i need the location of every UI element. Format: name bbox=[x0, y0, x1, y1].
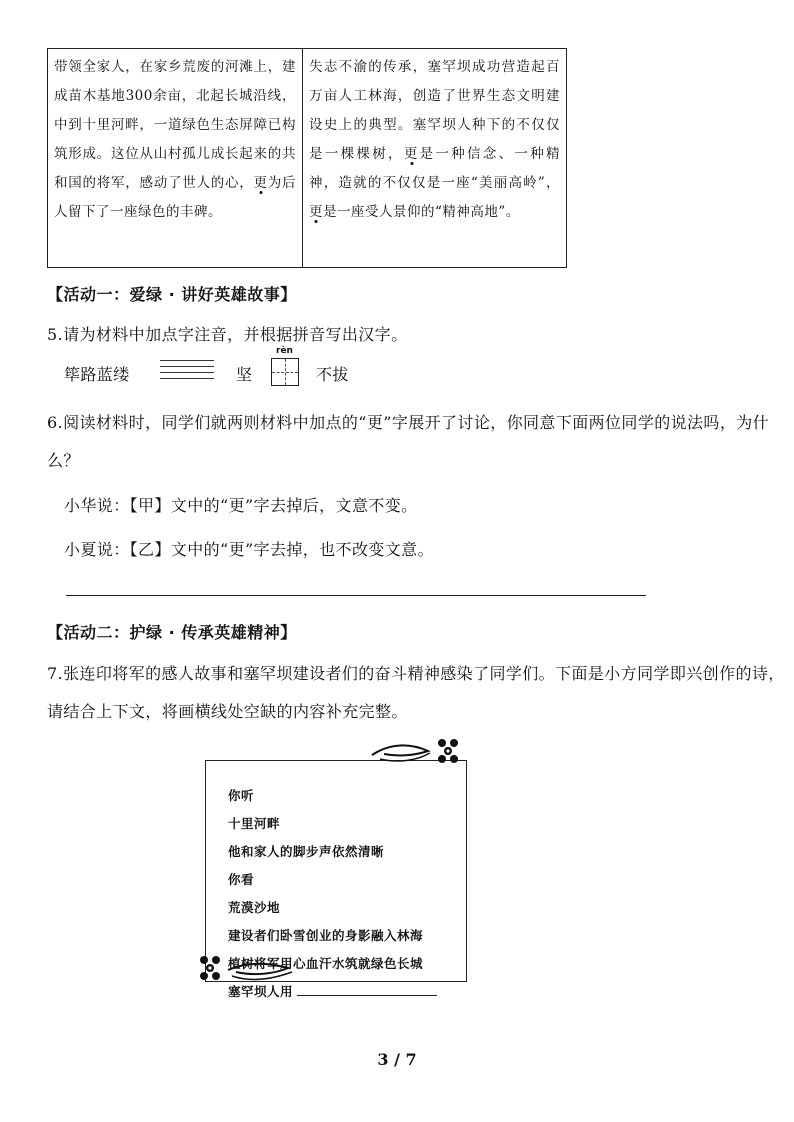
dotted-char-geng: 更 bbox=[309, 204, 324, 220]
question-6: 6.阅读材料时，同学们就两则材料中加点的“更”字展开了讨论，你同意下面两位同学的说法吗，为什么？ bbox=[47, 413, 770, 470]
q5-word2-prefix: 坚 bbox=[236, 365, 253, 384]
material-jia-text-2: 为后人留下了一座绿色的丰碑。 bbox=[54, 175, 297, 220]
material-yi-text-3: 是一座受人景仰的“精神高地”。 bbox=[323, 204, 520, 220]
poem-line-3: 他和家人的脚步声依然清晰 bbox=[228, 844, 385, 859]
question-5: 5.请为材料中加点字注音，并根据拼音写出汉字。 bbox=[47, 325, 408, 344]
q5-phrase-1: 筚路蓝缕 bbox=[64, 365, 130, 384]
material-yi-text-2: 是一种信念、一种精神，造就的不仅仅是一座“美丽高岭”， bbox=[309, 146, 561, 191]
material-yi bbox=[303, 49, 566, 267]
material-jia bbox=[48, 49, 303, 267]
tianzige-writing-box[interactable] bbox=[271, 358, 299, 386]
flourish-top-right-icon bbox=[370, 737, 470, 773]
material-table bbox=[47, 48, 567, 268]
xiaohua-statement: 小华说：【甲】文中的“更”字去掉后，文意不变。 bbox=[64, 496, 418, 515]
xiaoxia-statement: 小夏说：【乙】文中的“更”字去掉，也不改变文意。 bbox=[64, 540, 434, 559]
poem-line-2: 十里河畔 bbox=[228, 816, 281, 831]
page-number: 3 / 7 bbox=[377, 1050, 417, 1069]
poem-line-7: 植树将军用心血汗水筑就绿色长城 bbox=[228, 956, 424, 971]
activity-two-title: 【活动二：护绿 · 传承英雄精神】 bbox=[47, 623, 297, 642]
dotted-char-geng: 更 bbox=[403, 146, 420, 162]
poem-line-4: 你看 bbox=[228, 872, 255, 887]
q5-word2-suffix: 不拔 bbox=[316, 365, 349, 384]
material-jia-text-1: 带领全家人，在家乡荒废的河滩上，建成苗木基地300余亩，北起长城沿线，中到十里河畔，一道绿色生态屏障已构筑形成。这位从山村孤儿成长起来的共和国的将军，感动了世人的心， bbox=[54, 59, 297, 191]
poem-last-line bbox=[228, 982, 437, 1000]
poem-line-1: 你听 bbox=[228, 788, 255, 803]
poem-line-6: 建设者们卧雪创业的身影融入林海 bbox=[228, 928, 424, 943]
poem-last-line-text: 塞罕坝人用 bbox=[228, 984, 294, 999]
material-yi-text-1: 失志不渝的传承，塞罕坝成功营造起百万亩人工林海，创造了世界生态文明建设史上的典型。塞罕坝人种下的不仅仅是一棵棵树， bbox=[309, 59, 560, 162]
poem-answer-blank[interactable] bbox=[297, 983, 437, 996]
pinyin-label: rèn bbox=[276, 346, 293, 356]
poem-line-5: 荒漠沙地 bbox=[228, 900, 281, 915]
question-7: 7.张连印将军的感人故事和塞罕坝建设者们的奋斗精神感染了同学们。下面是小方同学即兴创作的诗，请结合上下文，将画横线处空缺的内容补充完整。 bbox=[47, 664, 785, 721]
answer-line[interactable] bbox=[66, 595, 646, 596]
dotted-char-geng: 更 bbox=[253, 175, 268, 191]
activity-one-title: 【活动一：爱绿 · 讲好英雄故事】 bbox=[47, 285, 297, 304]
answer-blank-lines[interactable] bbox=[160, 360, 214, 384]
